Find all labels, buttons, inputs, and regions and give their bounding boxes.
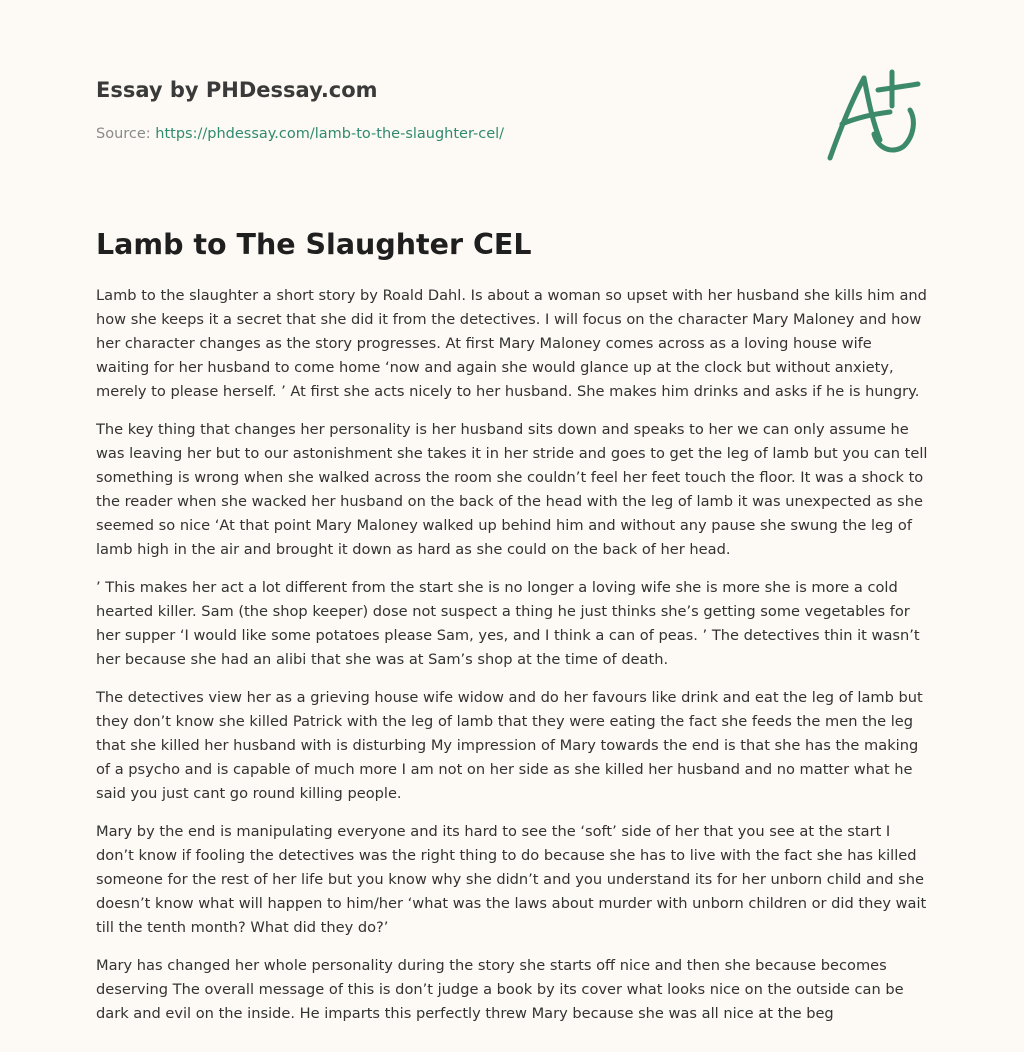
essay-body — [96, 284, 928, 1040]
essay-paragraph: The key thing that changes her personality is her husband sits down and speaks to her we can only assume he was leaving her but to our astonishment she takes it in her stride and goes to get the leg of lamb but you can tell something is wrong when she walked across the room she couldn’t feel her feet touch the floor. It was a shock to the reader when she wacked her husband on the back of the head with the leg of lamb it was unexpected as she seemed so nice ‘At that point Mary Maloney walked up behind him and without any pause she swung the leg of lamb high in the air and brought it down as hard as she could on the back of her head. — [96, 421, 928, 558]
a-plus-grade-icon — [822, 68, 926, 164]
essay-paragraph: The detectives view her as a grieving house wife widow and do her favours like drink and eat the leg of lamb but they don’t know she killed Patrick with the leg of lamb that they were eating the fact she feeds the men the leg that she killed her husband with is disturbing My impression of Mary towards the end is that she has the making of a psycho and is capable of much more I am not on her side as she killed her husband and no matter what he said you just cant go round killing people. — [96, 689, 923, 802]
source-label: Source: — [96, 126, 151, 142]
source-link[interactable]: https://phdessay.com/lamb-to-the-slaughter-cel/ — [155, 126, 505, 142]
source-line — [96, 124, 796, 144]
essay-paragraph: ’ This makes her act a lot different from the start she is no longer a loving wife she is more she is more a cold hearted killer. Sam (the shop keeper) dose not suspect a thing he just thinks she’s getting some vegetables for her supper ‘I would like some potatoes please Sam, yes, and I think a can of peas. ’ The detectives thin it wasn’t her because she had an alibi that she was at Sam’s shop at the time of death. — [96, 579, 920, 668]
essay-paragraph: Mary has changed her whole personality during the story she starts off nice and then she because becomes deserving The overall message of this is don’t judge a book by its cover what looks nice on the outside can be dark and evil on the inside. He imparts this perfectly threw Mary because she was all nice at the beg — [96, 957, 904, 1022]
site-brand: Essay by PHDessay.com — [96, 78, 378, 102]
essay-paragraph: Mary by the end is manipulating everyone and its hard to see the ‘soft’ side of her that you see at the start I don’t know if fooling the detectives was the right thing to do because she has to live with the fact she has killed someone for the rest of her life but you know why she didn’t and you understand its for her unborn child and she doesn’t know what will happen to him/her ‘what was the laws about murder with unborn children or did they wait till the tenth month? What did they do?’ — [96, 823, 927, 936]
essay-title: Lamb to The Slaughter CEL — [96, 228, 532, 261]
page-header — [96, 76, 796, 144]
essay-paragraph: Lamb to the slaughter a short story by Roald Dahl. Is about a woman so upset with her husband she kills him and how she keeps it a secret that she did it from the detectives. I will focus on the character Mary Maloney and how her character changes as the story progresses. At first Mary Maloney comes across as a loving house wife waiting for her husband to come home ‘now and again she would glance up at the clock but without anxiety, merely to please herself. ’ At first she acts nicely to her husband. She makes him drinks and asks if he is hungry. — [96, 287, 927, 400]
